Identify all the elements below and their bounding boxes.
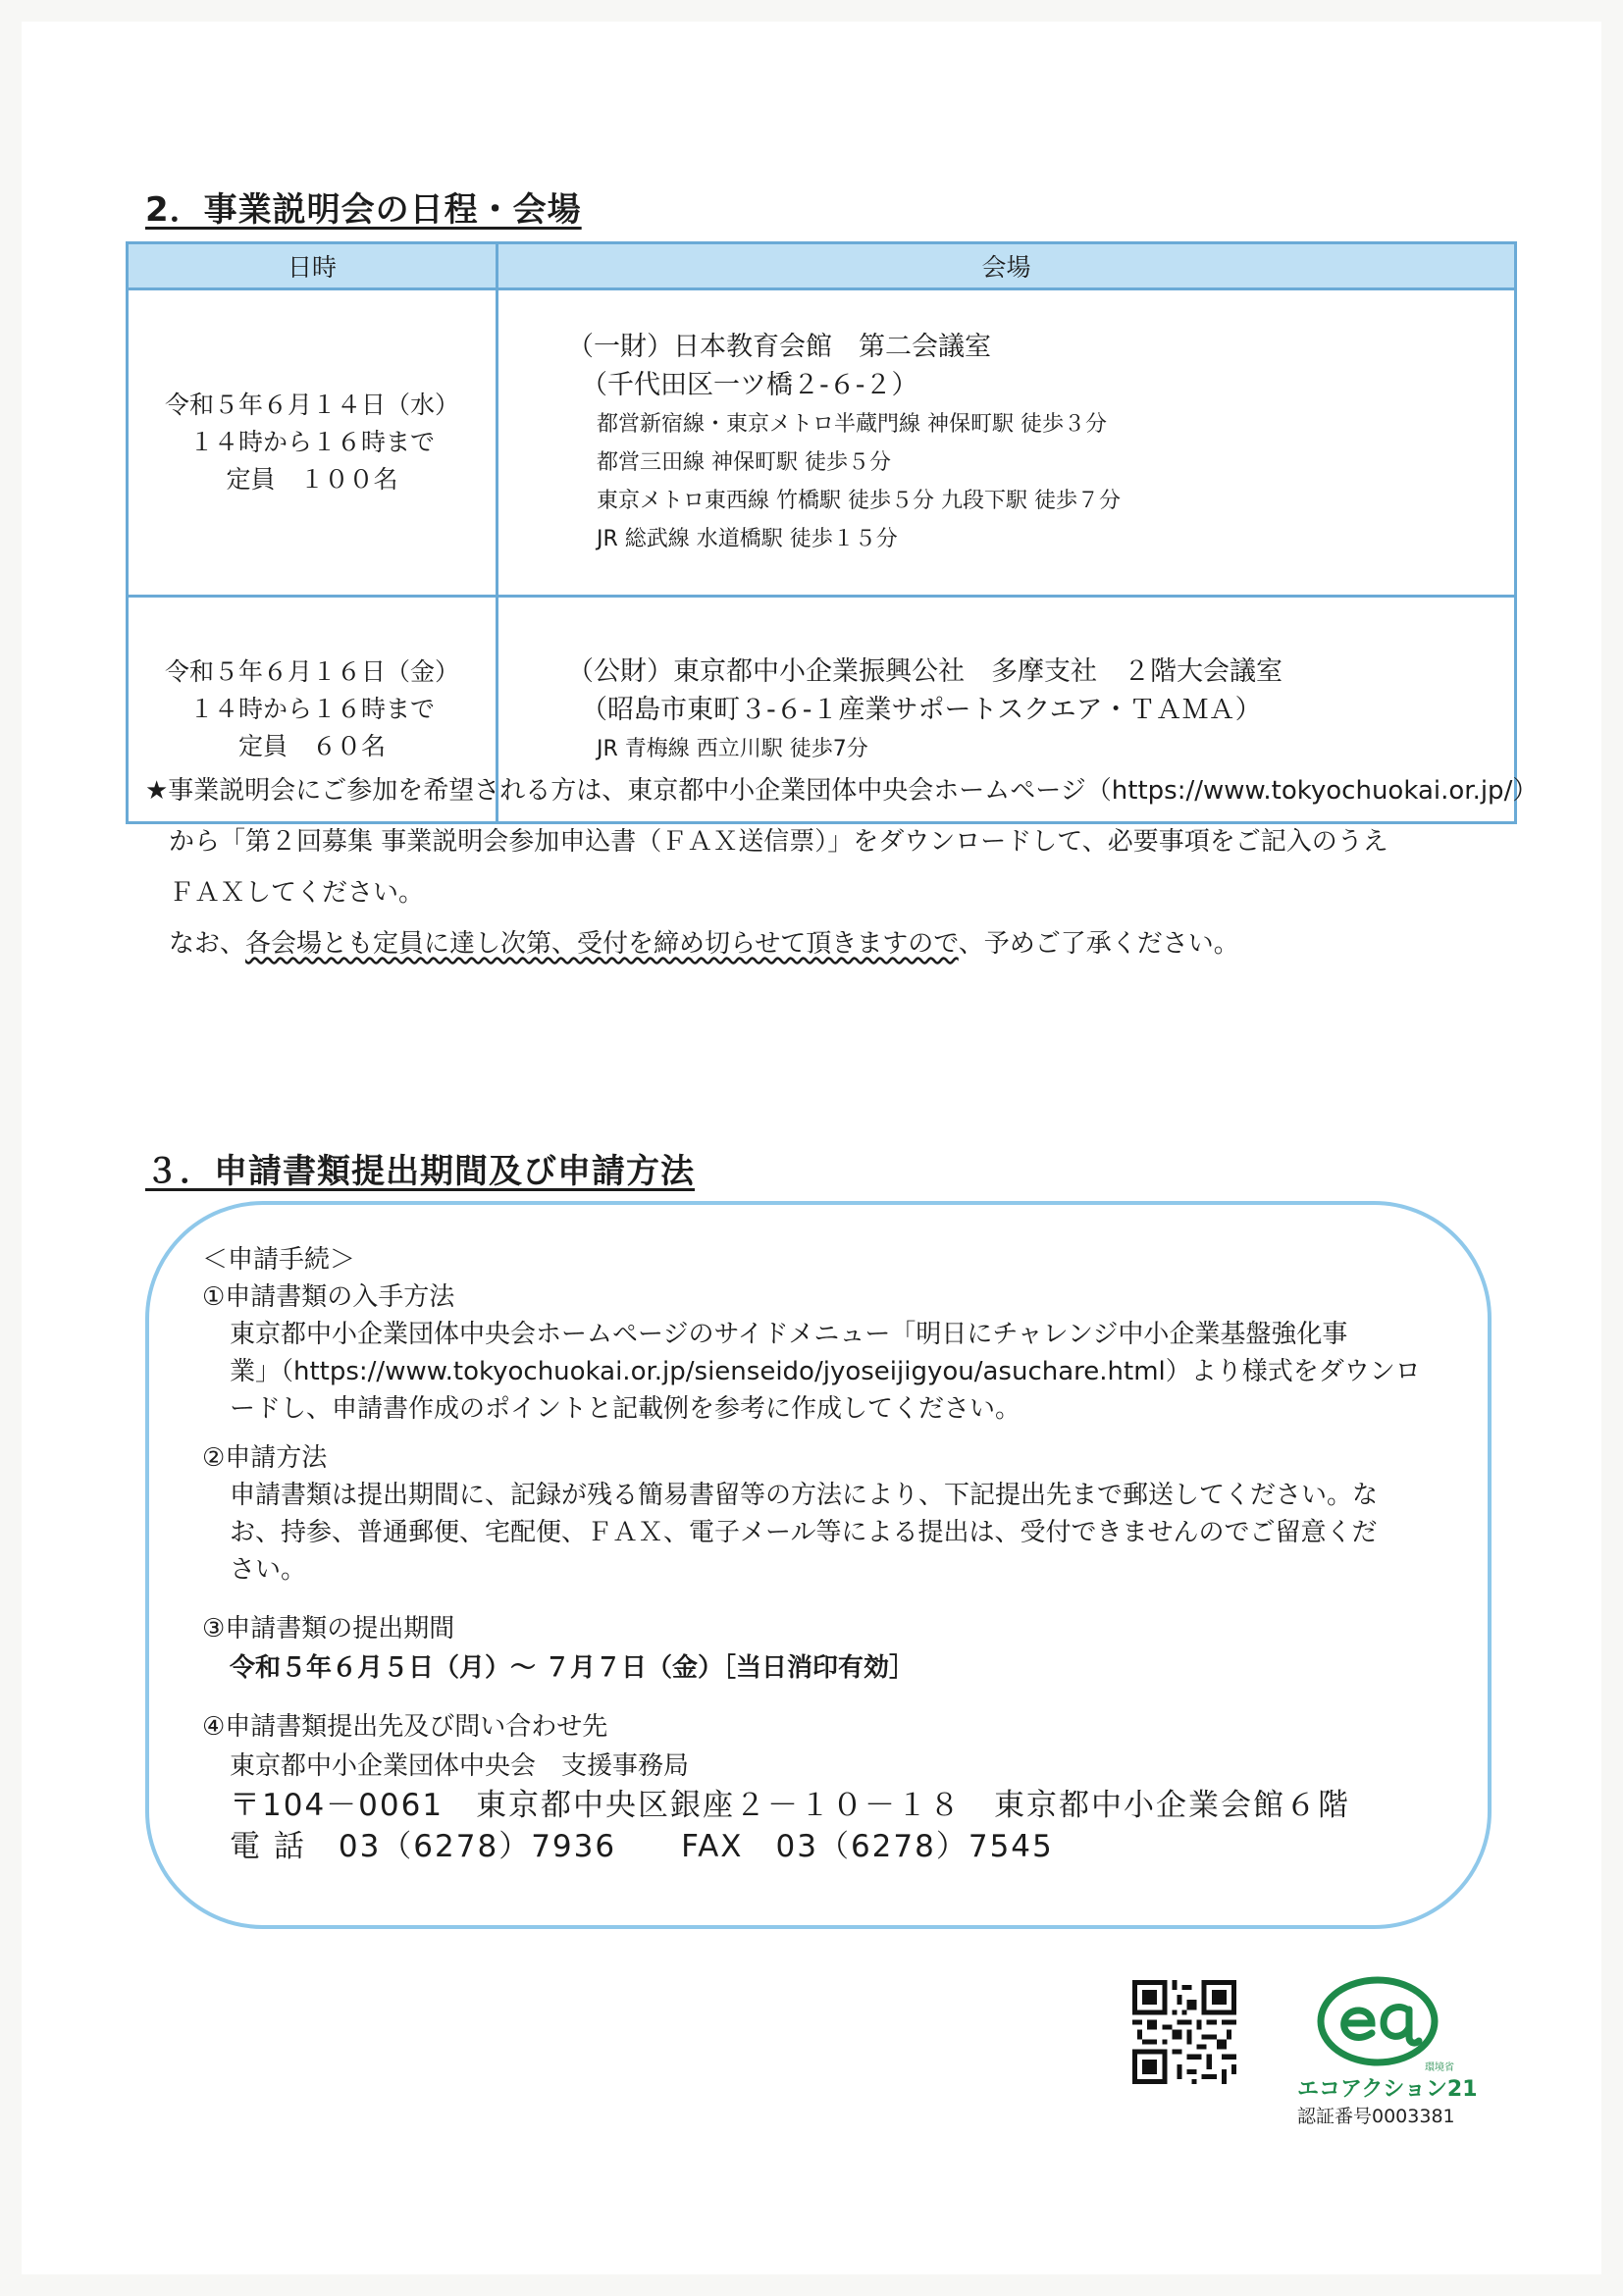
item-text: 申請書類は提出期間に、記録が残る簡易書留等の方法により、下記提出先まで郵送してください。な (230, 1481, 1379, 1510)
venue-access: 東京メトロ東西線 竹橋駅 徒歩５分 九段下駅 徒歩７分 (597, 489, 1121, 513)
venue-name: （一財）日本教育会館 第二会議室 (567, 332, 991, 362)
eco-ministry-label: 環境省 (1425, 2062, 1454, 2073)
note-line: から「第２回募集 事業説明会参加申込書（ＦＡＸ送信票）」をダウンロードして、必要事項をご記入のうえ (169, 827, 1388, 857)
venue-cell (497, 289, 1516, 597)
header-venue: 会場 (497, 243, 1516, 289)
note-text: なお、 (169, 929, 246, 959)
note-line: ＦＡＸしてください。 (169, 878, 425, 908)
venue-address: （昭島市東町３-６-１産業サポートスクエア・ＴＡＭＡ） (581, 694, 1262, 725)
eco-certification-number: 認証番号0003381 (1297, 2106, 1455, 2127)
item-title: ③申請書類の提出期間 (202, 1614, 455, 1644)
procedure-title: ＜申請手続＞ (202, 1245, 356, 1275)
schedule-table (126, 241, 1517, 824)
item-title: ④申請書類提出先及び問い合わせ先 (202, 1712, 608, 1742)
venue-access: 都営新宿線・東京メトロ半蔵門線 神保町駅 徒歩３分 (597, 412, 1107, 437)
eco-action-name: エコアクション21 (1297, 2077, 1478, 2102)
contact-address: 〒104－0061 東京都中央区銀座２－１０－１８ 東京都中小企業会館６階 (230, 1788, 1351, 1823)
item-text: 東京都中小企業団体中央会ホームページのサイドメニュー「明日にチャレンジ中小企業基盤強化事 (230, 1320, 1348, 1349)
session-capacity: 定員 ６０名 (237, 732, 386, 760)
venue-access: JR 総武線 水道橋駅 徒歩１５分 (597, 527, 898, 551)
underlined-notice: 各会場とも定員に達し次第、受付を締め切らせて頂きますので (245, 929, 959, 959)
item-text: お、持参、普通郵便、宅配便、ＦＡＸ、電子メール等による提出は、受付できませんのでご留意くだ (230, 1518, 1378, 1547)
item-title: ②申請方法 (202, 1443, 328, 1473)
qr-code-icon (1132, 1980, 1236, 2084)
procedure-box (145, 1201, 1492, 1929)
note-text: 、予めご了承ください。 (958, 929, 1239, 959)
item-text: 業」（https://www.tokyochuokai.or.jp/sienseido/jyoseijigyou/asuchare.html）より様式をダウンロ (230, 1357, 1421, 1386)
eco-action-logo-icon (1315, 1972, 1440, 2070)
table-row (128, 289, 1516, 597)
item-title: ①申請書類の入手方法 (202, 1282, 455, 1312)
venue-access: 都営三田線 神保町駅 徒歩５分 (597, 450, 891, 475)
datetime-cell (128, 289, 497, 597)
note-line: ★事業説明会にご参加を希望される方は、東京都中小企業団体中央会ホームページ（https://www.tokyochuokai.or.jp/） (145, 776, 1539, 806)
item-text: ードし、申請書作成のポイントと記載例を参考に作成してください。 (230, 1394, 1021, 1424)
session-date: 令和５年６月１４日（水） (164, 391, 459, 419)
venue-address: （千代田区一ツ橋２-６-２） (581, 370, 918, 400)
item-text: さい。 (230, 1555, 307, 1585)
contact-org: 東京都中小企業団体中央会 支援事務局 (230, 1751, 690, 1781)
session-capacity: 定員 １００名 (226, 465, 398, 494)
submission-period: 令和５年６月５日（月）～ ７月７日（金）［当日消印有効］ (230, 1653, 916, 1683)
note-line (169, 926, 1239, 962)
venue-name: （公財）東京都中小企業振興公社 多摩支社 ２階大会議室 (567, 655, 1283, 687)
header-datetime: 日時 (128, 243, 497, 289)
venue-access: JR 青梅線 西立川駅 徒歩7分 (597, 736, 868, 761)
session-date: 令和５年６月１６日（金） (164, 657, 459, 686)
section3-heading: ３．申請書類提出期間及び申請方法 (145, 1152, 695, 1191)
session-time: １４時から１６時まで (188, 428, 435, 456)
schedule-header-row (128, 243, 1516, 289)
contact-phone-fax: 電 話 03（6278）7936 FAX 03（6278）7545 (230, 1829, 1054, 1864)
section2-heading: 2．事業説明会の日程・会場 (145, 190, 582, 230)
session-time: １４時から１６時まで (188, 695, 435, 723)
